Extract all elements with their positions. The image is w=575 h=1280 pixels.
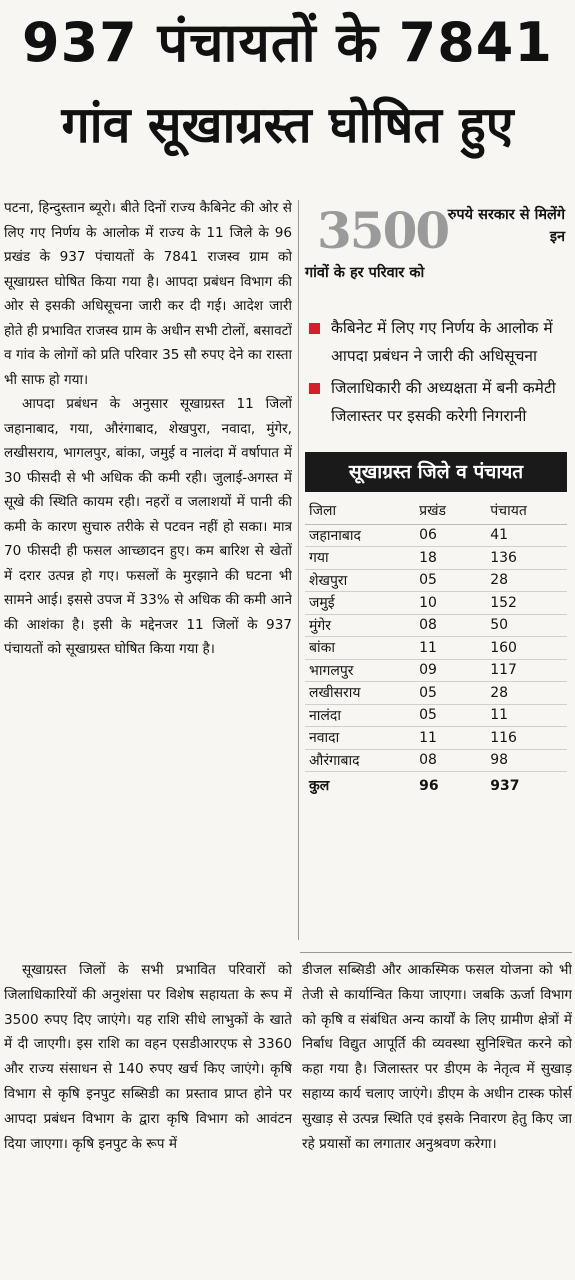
cell-panchayat: 160 [478,637,567,660]
table-row [305,547,567,570]
highlight-box [305,198,571,290]
cell-panchayat: 11 [478,704,567,727]
cell-block: 08 [407,614,478,637]
cell-panchayat: 136 [478,547,567,570]
table-title: सूखाग्रस्त जिले व पंचायत [305,452,567,492]
article-paragraph-1: पटना, हिन्दुस्तान ब्यूरो। बीते दिनों राज्य कैबिनेट की ओर से लिए गए निर्णय के आलोक में राज्य के 11 जिले के 96 प्रखंड के 937 पंचायतों के 7841 राजस्व ग्राम को सूखाग्रस्त घोषित किया गया है। आपदा प्रबंधन विभाग की ओर से इसकी अधिसूचना जारी कर दी गई। आदेश जारी होते ही प्रभावित राजस्व ग्राम के अधीन सभी टोलों, बसावटों व गांव के लोगों को प्रति परिवार 35 सौ रुपए देने का रास्ता भी साफ हो गया। [4,200,292,388]
header-district: जिला [305,498,407,524]
bullet-list [305,314,571,430]
total-block: 96 [419,777,439,794]
cell-block: 05 [407,569,478,592]
cell-panchayat: 116 [478,727,567,750]
headline-line-2: गांव सूखाग्रस्त घोषित हुए [61,96,514,154]
cell-panchayat: 50 [478,614,567,637]
cell-district: गया [305,547,407,570]
cell-block: 05 [407,682,478,705]
headline-line-1: 937 पंचायतों के 7841 [22,11,553,74]
drought-districts-table [305,498,567,800]
cell-block: 06 [407,524,478,547]
cell-district: नालंदा [305,704,407,727]
bottom-right-paragraph: डीजल सब्सिडी और आकस्मिक फसल योजना को भी तेजी से कार्यान्वित किया जाएगा। जबकि ऊर्जा विभाग को कृषि व संबंधित अन्य कार्यों के लिए ग्रामीण क्षेत्रों में निर्बाध विद्युत आपूर्ति की व्यवस्था सुनिश्चित करने को कहा गया है। जिलास्तर पर डीएम के नेतृत्व में सुखाड़ सहाय्य कार्य चलाए जाएंगे। डीएम के अधीन टास्क फोर्स सुखाड़ से उत्पन्न स्थिति एवं इसके निवारण हेतु किए जा रहे प्रयासों का लगातार अनुश्रवण करेगा। [302,962,572,1152]
table-row [305,569,567,592]
cell-block: 09 [407,659,478,682]
cell-panchayat: 28 [478,682,567,705]
cell-panchayat: 98 [478,749,567,772]
cell-district: लखीसराय [305,682,407,705]
bullet-item [305,374,571,430]
cell-district: जहानाबाद [305,524,407,547]
cell-block: 11 [407,637,478,660]
table-row [305,659,567,682]
highlight-number: 3500 [317,201,449,260]
cell-district: भागलपुर [305,659,407,682]
bullet-square-icon [309,323,320,334]
table-row [305,682,567,705]
article-bottom-left [4,958,292,1274]
table-row [305,704,567,727]
bullet-text: जिलाधिकारी की अध्यक्षता में बनी कमेटी जिलास्तर पर इसकी करेगी निगरानी [331,379,556,425]
cell-district: औरंगाबाद [305,749,407,772]
cell-district: शेखपुरा [305,569,407,592]
table-total-row [305,772,567,800]
table-body [305,524,567,800]
cell-block: 10 [407,592,478,615]
article-bottom-right [302,958,572,1274]
bullet-item [305,314,571,370]
cell-district: मुंगेर [305,614,407,637]
total-panchayat: 937 [490,777,520,794]
article-right-column [305,198,571,800]
cell-block: 05 [407,704,478,727]
cell-panchayat: 28 [478,569,567,592]
cell-block: 11 [407,727,478,750]
bullet-text: कैबिनेट में लिए गए निर्णय के आलोक में आपदा प्रबंधन ने जारी की अधिसूचना [331,319,553,365]
cell-panchayat: 152 [478,592,567,615]
cell-block: 18 [407,547,478,570]
cell-district: नवादा [305,727,407,750]
table-header-row [305,498,567,524]
total-label: कुल [309,778,330,795]
bullet-square-icon [309,383,320,394]
table-row [305,727,567,750]
cell-panchayat: 41 [478,524,567,547]
table-row [305,614,567,637]
article-paragraph-2: आपदा प्रबंधन के अनुसार सूखाग्रस्त 11 जिलों जहानाबाद, गया, औरंगाबाद, शेखपुरा, नवादा, मुंगेर, लखीसराय, भागलपुर, बांका, जमुई व नालंदा में वर्षापात में 30 फीसदी से भी अधिक की कमी रही। जुलाई-अगस्त में सूखे की स्थिति कायम रही। नहरों व जलाशयों में पानी की कमी के कारण सुचारु तरीके से पटवन नहीं हो सका। मात्र 70 फीसदी ही फसल आच्छादन हुए। कम बारिश से खेतों में दरार उत्पन्न हो गए। फसलों के मुरझाने की घटना भी सामने आई। इससे उपज में 33% से अधिक की कमी आने की आशंका है। इसी के मद्देनजर 11 जिलों के 937 पंचायतों को सूखाग्रस्त घोषित किया गया है। [4,396,292,657]
article-left-column [4,196,292,954]
highlight-side-text: रुपये सरकार से मिलेंगे इन [447,207,565,245]
table-row [305,524,567,547]
cell-panchayat: 117 [478,659,567,682]
cell-block: 08 [407,749,478,772]
cell-district: बांका [305,637,407,660]
table-row [305,637,567,660]
highlight-bottom-text: गांवों के हर परिवार को [305,265,425,281]
section-divider [300,952,572,953]
headline [0,0,575,190]
cell-district: जमुई [305,592,407,615]
header-block: प्रखंड [407,498,478,524]
bottom-left-paragraph: सूखाग्रस्त जिलों के सभी प्रभावित परिवारों को जिलाधिकारियों की अनुशंसा पर विशेष सहायता के रूप में 3500 रुपए दिए जाएंगे। यह राशि सीधे लाभुकों के खाते में दी जाएगी। इस राशि का वहन एसडीआरएफ से 3360 और राज्य संसाधन से 140 रुपए खर्च किए जाएंगे। कृषि विभाग से कृषि इनपुट सब्सिडी का प्रस्ताव प्राप्त होने पर आपदा प्रबंधन विभाग के द्वारा कृषि विभाग को आवंटन दिया जाएगा। कृषि इनपुट के रूप में [4,962,292,1152]
table-row [305,749,567,772]
column-divider [298,200,299,940]
table-row [305,592,567,615]
header-panchayat: पंचायत [478,498,567,524]
